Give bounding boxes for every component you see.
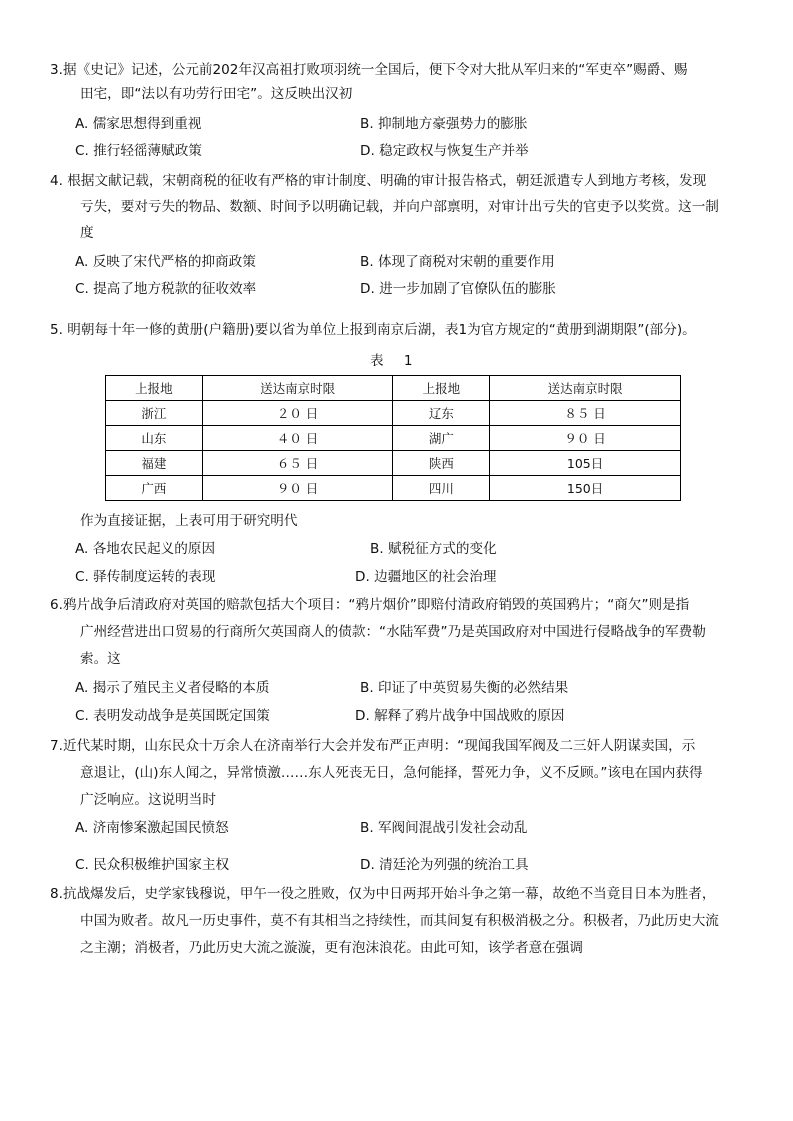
q8-stem-line2: 中国为败者。故凡一历史事件，莫不有其相当之持续性，而其间复有积极消极之分。积极者，乃此历史大流 xyxy=(80,913,719,929)
q3-option-a: A. 儒家思想得到重视 xyxy=(75,116,202,132)
table-row xyxy=(106,401,681,426)
q7-option-c: C. 民众积极维护国家主权 xyxy=(75,857,230,873)
table-row xyxy=(106,451,681,476)
q4-option-b: B. 体现了商税对宋朝的重要作用 xyxy=(360,254,555,270)
table-cell: 浙江 xyxy=(106,401,203,426)
q4-option-d: D. 进一步加剧了官僚队伍的膨胀 xyxy=(360,281,556,297)
q5-option-a: A. 各地农民起义的原因 xyxy=(75,541,216,557)
q5-stem-line1: 5. 明朝每十年一修的黄册(户籍册)要以省为单位上报到南京后湖，表1为官方规定的“黄册到湖期限”(部分)。 xyxy=(50,322,696,338)
table-cell: ９０ 日 xyxy=(490,426,681,451)
q4-stem-line2: 亏失，要对亏失的物品、数额、时间予以明确记载，并向户部禀明，对审计出亏失的官吏予以奖赏。这一制 xyxy=(80,199,719,215)
q3-stem-line1: 3.据《史记》记述，公元前202年汉高祖打败项羽统一全国后，便下令对大批从军归来的“军吏卒”赐爵、赐 xyxy=(50,62,688,78)
q4-stem-line3: 度 xyxy=(80,225,94,241)
q3-stem-line2: 田宅，即“法以有功劳行田宅”。这反映出汉初 xyxy=(80,86,353,102)
q8-stem-line1: 8.抗战爆发后，史学家钱穆说，甲午一役之胜败，仅为中日两邦开始斗争之第一幕，故绝不当竟目日本为胜者， xyxy=(50,886,716,902)
q5-stem-line2: 作为直接证据，上表可用于研究明代 xyxy=(80,513,298,529)
deadline-table xyxy=(105,375,681,501)
table-cell: ２０ 日 xyxy=(202,401,393,426)
table-header: 上报地 xyxy=(106,376,203,401)
q6-option-a: A. 揭示了殖民主义者侵略的本质 xyxy=(75,680,270,696)
q5-option-c: C. 驿传制度运转的表现 xyxy=(75,569,216,585)
table-header-row xyxy=(106,376,681,401)
q7-option-d: D. 清廷沦为列强的统治工具 xyxy=(360,857,529,873)
q3-option-d: D. 稳定政权与恢复生产并举 xyxy=(360,143,529,159)
table-cell: 150日 xyxy=(490,476,681,501)
q4-option-a: A. 反映了宋代严格的抑商政策 xyxy=(75,254,256,270)
q5-option-d: D. 边疆地区的社会治理 xyxy=(355,569,497,585)
q3-option-b: B. 抑制地方豪强势力的膨胀 xyxy=(360,116,528,132)
table-row xyxy=(106,476,681,501)
q4-stem-line1: 4. 根据文献记载，宋朝商税的征收有严格的审计制度、明确的审计报告格式，朝廷派遣专人到地方考核，发现 xyxy=(50,173,707,189)
table-cell: ４０ 日 xyxy=(202,426,393,451)
q6-stem-line2: 广州经营进出口贸易的行商所欠英国商人的债款：“水陆军费”乃是英国政府对中国进行侵略战争的军费勒 xyxy=(80,624,706,640)
table-cell: 山东 xyxy=(106,426,203,451)
table-cell: 广西 xyxy=(106,476,203,501)
table-cell: ８５ 日 xyxy=(490,401,681,426)
q5-option-b: B. 赋税征方式的变化 xyxy=(370,541,497,557)
q3-option-c: C. 推行轻徭薄赋政策 xyxy=(75,143,202,159)
q7-option-b: B. 军阀间混战引发社会动乱 xyxy=(360,820,528,836)
table-row xyxy=(106,426,681,451)
q6-stem-line3: 索。这 xyxy=(80,651,121,667)
table-cell: 陕西 xyxy=(393,451,490,476)
q6-option-d: D. 解释了鸦片战争中国战败的原因 xyxy=(355,708,565,724)
table-cell: 辽东 xyxy=(393,401,490,426)
q8-stem-line3: 之主潮；消极者，乃此历史大流之漩漩，更有泡沫浪花。由此可知，该学者意在强调 xyxy=(80,940,583,956)
table-cell: 湖广 xyxy=(393,426,490,451)
q7-stem-line2: 意退让，(山)东人闻之，异常愤激……东人死丧无日，急何能择，誓死力争，义不反顾。”该电在国内获得 xyxy=(80,765,703,781)
table-cell: 福建 xyxy=(106,451,203,476)
q7-option-a: A. 济南惨案激起国民愤怒 xyxy=(75,820,229,836)
table-cell: ６５ 日 xyxy=(202,451,393,476)
table-cell: 105日 xyxy=(490,451,681,476)
q7-stem-line1: 7.近代某时期，山东民众十万余人在济南举行大会并发布严正声明：“现闻我国军阀及二三奸人阴谋卖国，示 xyxy=(50,738,696,754)
table-header: 上报地 xyxy=(393,376,490,401)
table-header: 送达南京时限 xyxy=(202,376,393,401)
q4-option-c: C. 提高了地方税款的征收效率 xyxy=(75,281,257,297)
q6-option-b: B. 印证了中英贸易失衡的必然结果 xyxy=(360,680,569,696)
q6-option-c: C. 表明发动战争是英国既定国策 xyxy=(75,708,270,724)
table-caption: 表 1 xyxy=(370,353,421,369)
q7-stem-line3: 广泛响应。这说明当时 xyxy=(80,792,216,808)
table-header: 送达南京时限 xyxy=(490,376,681,401)
table-cell: 四川 xyxy=(393,476,490,501)
q6-stem-line1: 6.鸦片战争后清政府对英国的赔款包括大个项目：“鸦片烟价”即赔付清政府销毁的英国鸦片；“商欠”则是指 xyxy=(50,597,690,613)
table-cell: ９０ 日 xyxy=(202,476,393,501)
